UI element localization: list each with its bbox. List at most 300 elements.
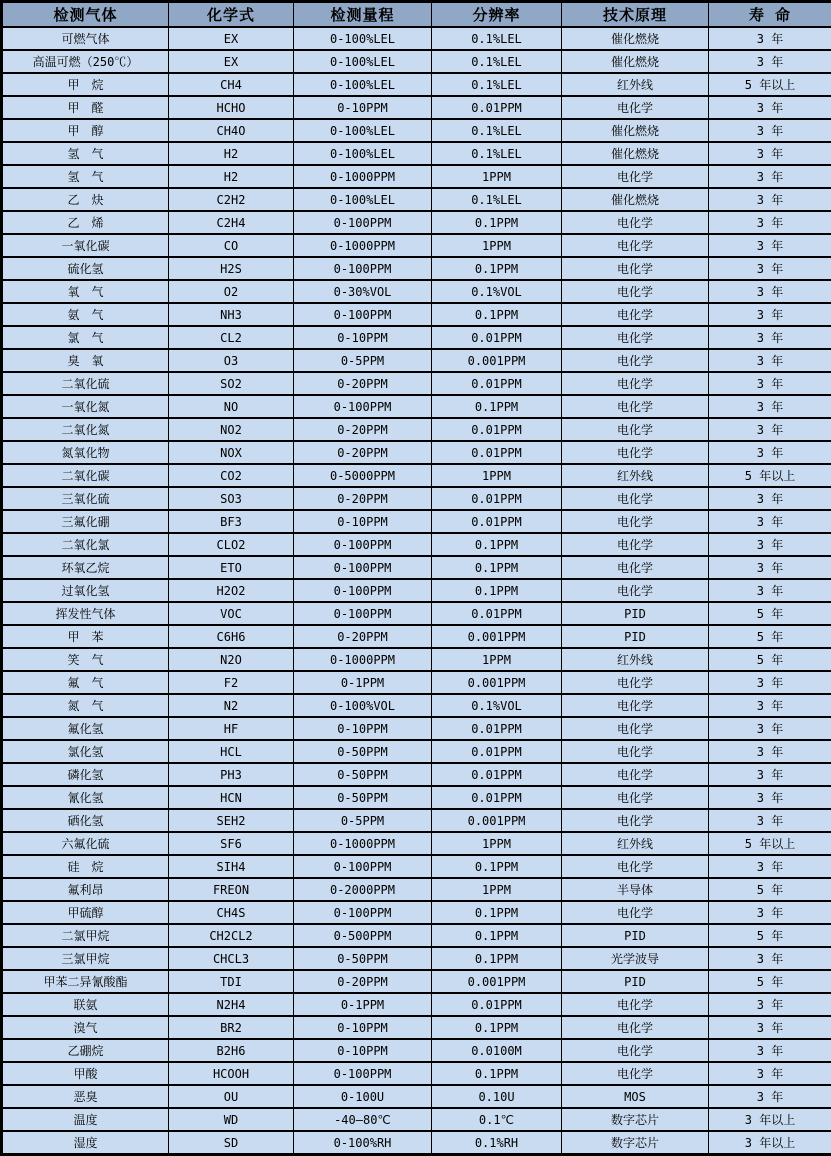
- table-cell: 电化学: [562, 510, 709, 533]
- table-cell: 0-10PPM: [294, 96, 432, 119]
- table-cell: 0.1PPM: [432, 924, 562, 947]
- table-row: [2, 1016, 831, 1039]
- table-cell: 0.1%LEL: [432, 119, 562, 142]
- table-cell: 5 年以上: [709, 464, 831, 487]
- table-row: [2, 119, 831, 142]
- table-row: [2, 234, 831, 257]
- table-cell: 电化学: [562, 763, 709, 786]
- table-cell: 过氧化氢: [2, 579, 169, 602]
- table-cell: 3 年: [709, 487, 831, 510]
- table-cell: 光学波导: [562, 947, 709, 970]
- table-cell: 0-1000PPM: [294, 234, 432, 257]
- table-row: [2, 1131, 831, 1155]
- table-cell: 催化燃烧: [562, 142, 709, 165]
- table-cell: PID: [562, 970, 709, 993]
- table-row: [2, 786, 831, 809]
- table-cell: O3: [169, 349, 294, 372]
- table-row: [2, 809, 831, 832]
- table-cell: 0.1%LEL: [432, 50, 562, 73]
- table-cell: 氮 气: [2, 694, 169, 717]
- table-cell: 3 年以上: [709, 1131, 831, 1155]
- table-cell: 0.01PPM: [432, 763, 562, 786]
- table-row: [2, 510, 831, 533]
- table-cell: 3 年: [709, 303, 831, 326]
- table-cell: 硫化氢: [2, 257, 169, 280]
- table-cell: VOC: [169, 602, 294, 625]
- table-cell: MOS: [562, 1085, 709, 1108]
- table-cell: WD: [169, 1108, 294, 1131]
- table-row: [2, 763, 831, 786]
- table-cell: 电化学: [562, 418, 709, 441]
- table-cell: 3 年: [709, 211, 831, 234]
- table-cell: TDI: [169, 970, 294, 993]
- table-cell: 甲酸: [2, 1062, 169, 1085]
- table-cell: 0.1PPM: [432, 1062, 562, 1085]
- table-cell: 3 年: [709, 165, 831, 188]
- table-cell: 0-5PPM: [294, 349, 432, 372]
- table-cell: 0-2000PPM: [294, 878, 432, 901]
- table-cell: 硅 烷: [2, 855, 169, 878]
- table-cell: CO2: [169, 464, 294, 487]
- table-cell: 3 年: [709, 694, 831, 717]
- table-cell: 0-20PPM: [294, 418, 432, 441]
- table-cell: 电化学: [562, 165, 709, 188]
- table-cell: BR2: [169, 1016, 294, 1039]
- table-cell: 甲苯二异氰酸酯: [2, 970, 169, 993]
- table-cell: 六氟化硫: [2, 832, 169, 855]
- column-header-4: 技术原理: [562, 2, 709, 28]
- table-cell: 甲 醇: [2, 119, 169, 142]
- table-cell: 催化燃烧: [562, 27, 709, 50]
- table-cell: 臭 氧: [2, 349, 169, 372]
- table-cell: 数字芯片: [562, 1131, 709, 1155]
- table-cell: 0-100PPM: [294, 257, 432, 280]
- table-cell: 0-100PPM: [294, 855, 432, 878]
- table-cell: 3 年: [709, 993, 831, 1016]
- table-cell: H2O2: [169, 579, 294, 602]
- table-cell: 红外线: [562, 464, 709, 487]
- table-cell: 0-100%LEL: [294, 73, 432, 96]
- table-cell: 5 年: [709, 970, 831, 993]
- table-cell: 0.001PPM: [432, 349, 562, 372]
- table-row: [2, 372, 831, 395]
- table-cell: CO: [169, 234, 294, 257]
- table-cell: 乙 炔: [2, 188, 169, 211]
- table-cell: PID: [562, 602, 709, 625]
- table-cell: HCL: [169, 740, 294, 763]
- table-cell: 0-100%LEL: [294, 50, 432, 73]
- table-cell: 3 年: [709, 441, 831, 464]
- table-cell: SO3: [169, 487, 294, 510]
- table-cell: 0.1%RH: [432, 1131, 562, 1155]
- table-cell: SIH4: [169, 855, 294, 878]
- table-cell: EX: [169, 50, 294, 73]
- table-cell: 甲硫醇: [2, 901, 169, 924]
- table-cell: 0-1PPM: [294, 671, 432, 694]
- table-cell: 0.01PPM: [432, 372, 562, 395]
- table-cell: NO: [169, 395, 294, 418]
- table-cell: H2: [169, 165, 294, 188]
- table-cell: 二氯甲烷: [2, 924, 169, 947]
- table-cell: 湿度: [2, 1131, 169, 1155]
- table-cell: 3 年: [709, 763, 831, 786]
- table-cell: 3 年: [709, 947, 831, 970]
- table-cell: 0-50PPM: [294, 740, 432, 763]
- table-row: [2, 142, 831, 165]
- table-cell: 0.10U: [432, 1085, 562, 1108]
- table-cell: 红外线: [562, 73, 709, 96]
- table-row: [2, 1085, 831, 1108]
- table-row: [2, 464, 831, 487]
- header-row: [2, 2, 831, 28]
- table-cell: 电化学: [562, 855, 709, 878]
- table-cell: 电化学: [562, 671, 709, 694]
- table-cell: 0-100PPM: [294, 533, 432, 556]
- table-cell: 0.1PPM: [432, 901, 562, 924]
- table-cell: 电化学: [562, 441, 709, 464]
- table-cell: 红外线: [562, 832, 709, 855]
- table-cell: 氮氧化物: [2, 441, 169, 464]
- table-cell: 电化学: [562, 694, 709, 717]
- table-cell: 0-5000PPM: [294, 464, 432, 487]
- table-cell: N2O: [169, 648, 294, 671]
- table-cell: 3 年: [709, 1016, 831, 1039]
- table-row: [2, 993, 831, 1016]
- table-row: [2, 602, 831, 625]
- table-cell: 0.001PPM: [432, 809, 562, 832]
- table-cell: 0-100PPM: [294, 395, 432, 418]
- table-cell: 0.1PPM: [432, 533, 562, 556]
- table-cell: 笑 气: [2, 648, 169, 671]
- table-cell: 0-1PPM: [294, 993, 432, 1016]
- table-cell: 0.1PPM: [432, 395, 562, 418]
- table-cell: 0.1PPM: [432, 211, 562, 234]
- table-cell: 0.001PPM: [432, 671, 562, 694]
- table-cell: 氨 气: [2, 303, 169, 326]
- table-cell: 3 年: [709, 372, 831, 395]
- table-cell: 5 年: [709, 878, 831, 901]
- table-cell: 0.01PPM: [432, 326, 562, 349]
- table-cell: 0-100%RH: [294, 1131, 432, 1155]
- table-cell: 可燃气体: [2, 27, 169, 50]
- table-cell: 0.1PPM: [432, 303, 562, 326]
- table-cell: 电化学: [562, 901, 709, 924]
- table-cell: 0-100%LEL: [294, 188, 432, 211]
- table-cell: 0.001PPM: [432, 625, 562, 648]
- table-cell: 1PPM: [432, 878, 562, 901]
- table-cell: 一氧化碳: [2, 234, 169, 257]
- table-cell: 3 年: [709, 326, 831, 349]
- table-cell: 电化学: [562, 556, 709, 579]
- table-cell: 电化学: [562, 1016, 709, 1039]
- table-cell: 3 年: [709, 556, 831, 579]
- table-cell: NO2: [169, 418, 294, 441]
- table-row: [2, 970, 831, 993]
- table-cell: 0-20PPM: [294, 372, 432, 395]
- table-cell: HF: [169, 717, 294, 740]
- table-cell: 溴气: [2, 1016, 169, 1039]
- table-cell: 0.1PPM: [432, 855, 562, 878]
- table-row: [2, 257, 831, 280]
- column-header-5: 寿 命: [709, 2, 831, 28]
- table-cell: 0.01PPM: [432, 487, 562, 510]
- table-cell: PID: [562, 625, 709, 648]
- table-cell: 3 年: [709, 579, 831, 602]
- table-cell: 3 年: [709, 280, 831, 303]
- table-cell: 高温可燃（250℃）: [2, 50, 169, 73]
- table-cell: SD: [169, 1131, 294, 1155]
- table-cell: O2: [169, 280, 294, 303]
- table-cell: 氧 气: [2, 280, 169, 303]
- table-cell: 催化燃烧: [562, 119, 709, 142]
- table-cell: 电化学: [562, 487, 709, 510]
- table-cell: 3 年: [709, 740, 831, 763]
- table-cell: 电化学: [562, 809, 709, 832]
- table-row: [2, 878, 831, 901]
- table-cell: H2S: [169, 257, 294, 280]
- table-cell: 3 年以上: [709, 1108, 831, 1131]
- table-row: [2, 349, 831, 372]
- table-cell: CH4: [169, 73, 294, 96]
- table-cell: 环氧乙烷: [2, 556, 169, 579]
- table-cell: 甲 烷: [2, 73, 169, 96]
- table-cell: FREON: [169, 878, 294, 901]
- table-cell: 氟利昂: [2, 878, 169, 901]
- table-cell: 电化学: [562, 211, 709, 234]
- table-row: [2, 556, 831, 579]
- table-row: [2, 533, 831, 556]
- table-row: [2, 50, 831, 73]
- table-cell: 二氧化硫: [2, 372, 169, 395]
- table-cell: 0-10PPM: [294, 717, 432, 740]
- table-cell: 电化学: [562, 96, 709, 119]
- table-cell: 0-20PPM: [294, 625, 432, 648]
- table-cell: 挥发性气体: [2, 602, 169, 625]
- table-cell: 三氧化硫: [2, 487, 169, 510]
- table-row: [2, 96, 831, 119]
- table-cell: 氢 气: [2, 165, 169, 188]
- table-cell: 3 年: [709, 418, 831, 441]
- table-cell: 5 年以上: [709, 73, 831, 96]
- table-cell: 3 年: [709, 395, 831, 418]
- table-cell: 0.01PPM: [432, 96, 562, 119]
- table-cell: 0.01PPM: [432, 510, 562, 533]
- table-row: [2, 947, 831, 970]
- table-cell: 乙硼烷: [2, 1039, 169, 1062]
- table-cell: 0-30%VOL: [294, 280, 432, 303]
- table-cell: 0-20PPM: [294, 970, 432, 993]
- table-row: [2, 579, 831, 602]
- table-cell: 氟 气: [2, 671, 169, 694]
- table-row: [2, 27, 831, 50]
- table-row: [2, 280, 831, 303]
- table-cell: 0.1PPM: [432, 556, 562, 579]
- table-cell: 0-10PPM: [294, 1016, 432, 1039]
- table-row: [2, 901, 831, 924]
- table-cell: 3 年: [709, 1039, 831, 1062]
- table-cell: 氰化氢: [2, 786, 169, 809]
- table-cell: 电化学: [562, 257, 709, 280]
- table-cell: NH3: [169, 303, 294, 326]
- table-cell: 3 年: [709, 234, 831, 257]
- table-cell: 5 年: [709, 625, 831, 648]
- table-cell: 催化燃烧: [562, 188, 709, 211]
- table-cell: 0.1℃: [432, 1108, 562, 1131]
- table-cell: CHCL3: [169, 947, 294, 970]
- column-header-0: 检测气体: [2, 2, 169, 28]
- table-cell: 3 年: [709, 142, 831, 165]
- table-cell: B2H6: [169, 1039, 294, 1062]
- table-cell: N2H4: [169, 993, 294, 1016]
- table-cell: CH2CL2: [169, 924, 294, 947]
- table-cell: 0.01PPM: [432, 441, 562, 464]
- table-cell: CLO2: [169, 533, 294, 556]
- table-cell: 0-100PPM: [294, 303, 432, 326]
- table-cell: 0-5PPM: [294, 809, 432, 832]
- table-cell: 5 年: [709, 648, 831, 671]
- table-row: [2, 188, 831, 211]
- table-row: [2, 418, 831, 441]
- table-cell: 0-1000PPM: [294, 165, 432, 188]
- table-row: [2, 395, 831, 418]
- table-cell: 0.001PPM: [432, 970, 562, 993]
- table-cell: 0-10PPM: [294, 326, 432, 349]
- table-cell: 3 年: [709, 96, 831, 119]
- table-cell: C6H6: [169, 625, 294, 648]
- table-cell: 3 年: [709, 671, 831, 694]
- table-cell: 3 年: [709, 188, 831, 211]
- table-cell: 0-100PPM: [294, 1062, 432, 1085]
- table-cell: 电化学: [562, 280, 709, 303]
- table-row: [2, 924, 831, 947]
- table-cell: 电化学: [562, 303, 709, 326]
- table-cell: 恶臭: [2, 1085, 169, 1108]
- table-row: [2, 855, 831, 878]
- table-cell: 0.1%LEL: [432, 73, 562, 96]
- table-row: [2, 303, 831, 326]
- table-cell: 电化学: [562, 1062, 709, 1085]
- table-cell: -40—80℃: [294, 1108, 432, 1131]
- table-cell: 0-1000PPM: [294, 648, 432, 671]
- table-cell: 0-100U: [294, 1085, 432, 1108]
- table-row: [2, 326, 831, 349]
- table-cell: 0.01PPM: [432, 740, 562, 763]
- table-cell: 硒化氢: [2, 809, 169, 832]
- table-row: [2, 1039, 831, 1062]
- table-cell: 0.01PPM: [432, 418, 562, 441]
- table-cell: 0.01PPM: [432, 993, 562, 1016]
- column-header-3: 分辨率: [432, 2, 562, 28]
- table-cell: 3 年: [709, 855, 831, 878]
- table-cell: 红外线: [562, 648, 709, 671]
- table-cell: 3 年: [709, 533, 831, 556]
- table-cell: 二氧化氯: [2, 533, 169, 556]
- table-cell: PID: [562, 924, 709, 947]
- table-cell: HCHO: [169, 96, 294, 119]
- table-cell: 3 年: [709, 786, 831, 809]
- table-cell: 0-100PPM: [294, 602, 432, 625]
- table-cell: 一氧化氮: [2, 395, 169, 418]
- table-cell: CL2: [169, 326, 294, 349]
- table-cell: 3 年: [709, 1085, 831, 1108]
- table-cell: H2: [169, 142, 294, 165]
- table-cell: C2H2: [169, 188, 294, 211]
- table-row: [2, 625, 831, 648]
- table-cell: 1PPM: [432, 648, 562, 671]
- table-cell: 3 年: [709, 510, 831, 533]
- table-cell: 0-10PPM: [294, 1039, 432, 1062]
- column-header-1: 化学式: [169, 2, 294, 28]
- table-row: [2, 671, 831, 694]
- table-cell: N2: [169, 694, 294, 717]
- table-cell: 半导体: [562, 878, 709, 901]
- table-cell: 3 年: [709, 901, 831, 924]
- table-row: [2, 487, 831, 510]
- table-cell: 甲 苯: [2, 625, 169, 648]
- table-cell: 1PPM: [432, 165, 562, 188]
- table-cell: 3 年: [709, 1062, 831, 1085]
- table-cell: 0-50PPM: [294, 763, 432, 786]
- table-cell: HCN: [169, 786, 294, 809]
- table-cell: 0.1PPM: [432, 1016, 562, 1039]
- table-cell: 5 年: [709, 602, 831, 625]
- table-cell: 电化学: [562, 993, 709, 1016]
- table-cell: SEH2: [169, 809, 294, 832]
- table-cell: 3 年: [709, 257, 831, 280]
- table-cell: 0-50PPM: [294, 947, 432, 970]
- table-cell: 0-20PPM: [294, 441, 432, 464]
- table-cell: 5 年以上: [709, 832, 831, 855]
- table-cell: 0-100%VOL: [294, 694, 432, 717]
- table-cell: 电化学: [562, 372, 709, 395]
- table-cell: 0.1PPM: [432, 579, 562, 602]
- table-cell: 电化学: [562, 395, 709, 418]
- table-cell: 5 年: [709, 924, 831, 947]
- table-cell: 联氨: [2, 993, 169, 1016]
- table-cell: 3 年: [709, 717, 831, 740]
- table-cell: 3 年: [709, 349, 831, 372]
- table-cell: 3 年: [709, 809, 831, 832]
- table-row: [2, 211, 831, 234]
- table-row: [2, 441, 831, 464]
- table-cell: 二氧化氮: [2, 418, 169, 441]
- table-cell: 电化学: [562, 1039, 709, 1062]
- table-cell: HCOOH: [169, 1062, 294, 1085]
- table-cell: 温度: [2, 1108, 169, 1131]
- table-cell: 电化学: [562, 740, 709, 763]
- table-cell: 电化学: [562, 234, 709, 257]
- table-cell: 磷化氢: [2, 763, 169, 786]
- table-cell: 三氟化硼: [2, 510, 169, 533]
- table-cell: SF6: [169, 832, 294, 855]
- table-cell: 电化学: [562, 717, 709, 740]
- gas-table-header: [2, 2, 831, 28]
- table-cell: 氯 气: [2, 326, 169, 349]
- table-cell: 0.01PPM: [432, 717, 562, 740]
- table-cell: 0.01PPM: [432, 602, 562, 625]
- table-cell: CH4O: [169, 119, 294, 142]
- table-cell: 乙 烯: [2, 211, 169, 234]
- table-cell: 0-500PPM: [294, 924, 432, 947]
- table-cell: 0.1%LEL: [432, 142, 562, 165]
- table-cell: 0.0100M: [432, 1039, 562, 1062]
- table-cell: CH4S: [169, 901, 294, 924]
- table-cell: 二氧化碳: [2, 464, 169, 487]
- table-cell: OU: [169, 1085, 294, 1108]
- table-cell: 氟化氢: [2, 717, 169, 740]
- table-cell: NOX: [169, 441, 294, 464]
- table-cell: 0-100PPM: [294, 211, 432, 234]
